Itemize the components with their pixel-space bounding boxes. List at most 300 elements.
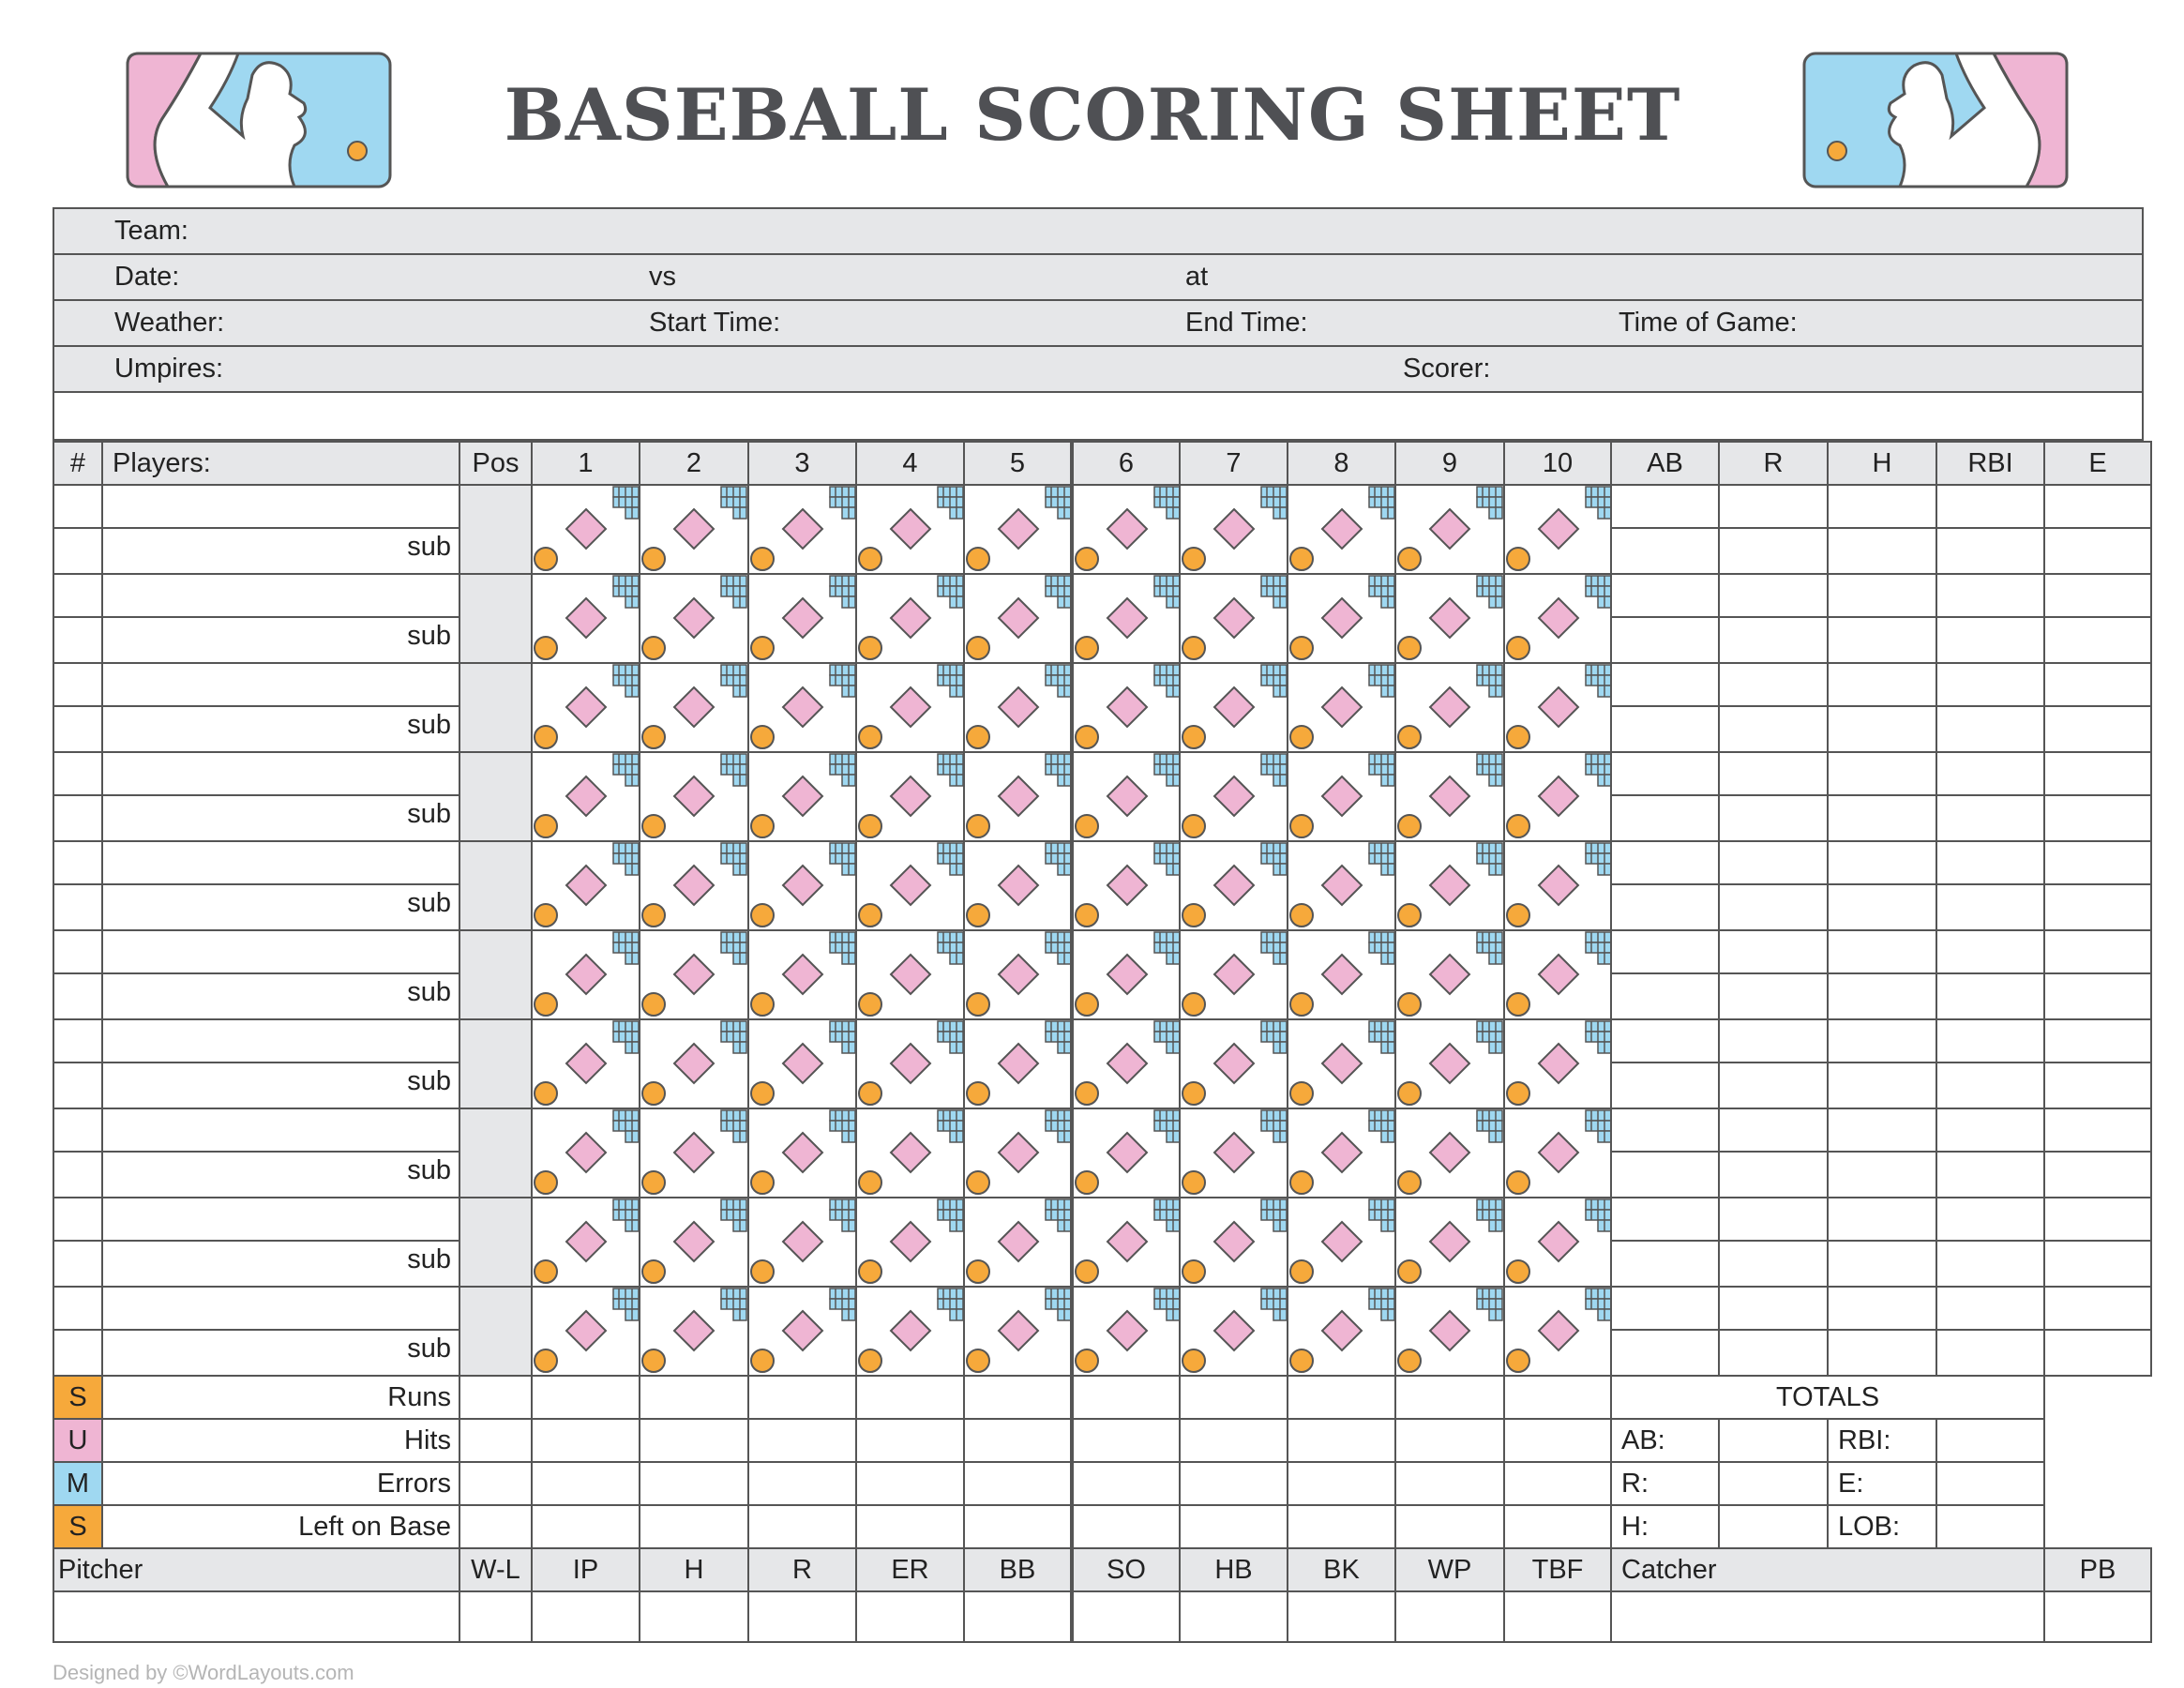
inning-cell[interactable] [856, 1108, 964, 1198]
inning-cell[interactable] [1504, 1019, 1611, 1108]
inning-cell[interactable] [640, 1108, 748, 1198]
stat-cell[interactable] [1828, 663, 1936, 706]
position-cell[interactable] [459, 1287, 532, 1376]
stat-cell[interactable] [1936, 841, 2044, 884]
player-name-cell[interactable] [102, 574, 459, 617]
inning-cell[interactable] [640, 485, 748, 574]
team-row[interactable] [54, 209, 2142, 255]
player-number-cell[interactable] [53, 1108, 102, 1152]
stat-cell[interactable] [2044, 1019, 2151, 1063]
inning-cell[interactable] [748, 1287, 856, 1376]
stat-cell[interactable] [1611, 1019, 1719, 1063]
stat-cell[interactable] [2044, 884, 2151, 930]
position-cell[interactable] [459, 1019, 532, 1108]
inning-cell[interactable] [1288, 485, 1395, 574]
summary-inning-cell[interactable] [532, 1419, 640, 1462]
sub-number-cell[interactable] [53, 973, 102, 1019]
summary-inning-cell[interactable] [964, 1419, 1072, 1462]
inning-cell[interactable] [1288, 1108, 1395, 1198]
stat-cell[interactable] [1828, 706, 1936, 752]
sub-label[interactable]: sub [102, 706, 459, 752]
inning-cell[interactable] [1395, 930, 1504, 1019]
sub-label[interactable]: sub [102, 973, 459, 1019]
summary-inning-cell[interactable] [1504, 1505, 1611, 1548]
sub-number-cell[interactable] [53, 1241, 102, 1287]
inning-cell[interactable] [1395, 485, 1504, 574]
inning-cell[interactable] [856, 1198, 964, 1287]
sub-label[interactable]: sub [102, 1330, 459, 1376]
stat-cell[interactable] [1719, 528, 1828, 574]
stat-cell[interactable] [1611, 1152, 1719, 1198]
summary-inning-cell[interactable] [1072, 1419, 1180, 1462]
inning-cell[interactable] [1180, 574, 1288, 663]
stat-cell[interactable] [1828, 617, 1936, 663]
sub-number-cell[interactable] [53, 1330, 102, 1376]
stat-cell[interactable] [2044, 1152, 2151, 1198]
totals-ab-value[interactable] [1719, 1419, 1828, 1462]
summary-inning-cell[interactable] [1288, 1505, 1395, 1548]
stat-cell[interactable] [1936, 528, 2044, 574]
inning-cell[interactable] [1504, 1198, 1611, 1287]
inning-cell[interactable] [964, 1287, 1072, 1376]
stat-cell[interactable] [1611, 663, 1719, 706]
stat-cell[interactable] [1611, 485, 1719, 528]
inning-cell[interactable] [640, 1019, 748, 1108]
summary-inning-cell[interactable] [640, 1376, 748, 1419]
player-number-cell[interactable] [53, 1019, 102, 1063]
inning-cell[interactable] [532, 1019, 640, 1108]
stat-cell[interactable] [1828, 1198, 1936, 1241]
sub-label[interactable]: sub [102, 884, 459, 930]
stat-cell[interactable] [1719, 1198, 1828, 1241]
stat-cell[interactable] [2044, 528, 2151, 574]
inning-cell[interactable] [748, 930, 856, 1019]
inning-cell[interactable] [748, 485, 856, 574]
inning-cell[interactable] [1072, 752, 1180, 841]
inning-cell[interactable] [1395, 752, 1504, 841]
summary-inning-cell[interactable] [1180, 1419, 1288, 1462]
inning-cell[interactable] [1504, 663, 1611, 752]
stat-cell[interactable] [1719, 930, 1828, 973]
stat-cell[interactable] [1936, 1330, 2044, 1376]
stat-cell[interactable] [1828, 1241, 1936, 1287]
inning-cell[interactable] [1288, 841, 1395, 930]
position-cell[interactable] [459, 752, 532, 841]
inning-cell[interactable] [964, 841, 1072, 930]
summary-inning-cell[interactable] [856, 1462, 964, 1505]
player-number-cell[interactable] [53, 752, 102, 795]
inning-cell[interactable] [1180, 1198, 1288, 1287]
inning-cell[interactable] [1180, 752, 1288, 841]
inning-cell[interactable] [1180, 841, 1288, 930]
stat-cell[interactable] [1719, 1330, 1828, 1376]
summary-inning-cell[interactable] [640, 1505, 748, 1548]
stat-cell[interactable] [1936, 1108, 2044, 1152]
summary-inning-cell[interactable] [856, 1376, 964, 1419]
summary-inning-cell[interactable] [748, 1505, 856, 1548]
stat-cell[interactable] [1936, 930, 2044, 973]
inning-cell[interactable] [748, 1198, 856, 1287]
stat-cell[interactable] [1611, 1330, 1719, 1376]
inning-cell[interactable] [1180, 1019, 1288, 1108]
stat-cell[interactable] [1828, 485, 1936, 528]
stat-cell[interactable] [1719, 1241, 1828, 1287]
stat-cell[interactable] [2044, 1287, 2151, 1330]
sub-number-cell[interactable] [53, 1063, 102, 1108]
player-name-cell[interactable] [102, 752, 459, 795]
inning-cell[interactable] [856, 1019, 964, 1108]
inning-cell[interactable] [640, 841, 748, 930]
pitcher-stat-cell[interactable] [459, 1591, 532, 1642]
summary-inning-cell[interactable] [532, 1376, 640, 1419]
inning-cell[interactable] [640, 574, 748, 663]
summary-inning-cell[interactable] [1072, 1505, 1180, 1548]
player-number-cell[interactable] [53, 574, 102, 617]
stat-cell[interactable] [1936, 973, 2044, 1019]
inning-cell[interactable] [1072, 1198, 1180, 1287]
inning-cell[interactable] [964, 1198, 1072, 1287]
stat-cell[interactable] [1611, 1287, 1719, 1330]
sub-number-cell[interactable] [53, 706, 102, 752]
summary-inning-cell[interactable] [1504, 1419, 1611, 1462]
inning-cell[interactable] [1288, 1019, 1395, 1108]
inning-cell[interactable] [1504, 485, 1611, 574]
pitcher-stat-cell[interactable] [1288, 1591, 1395, 1642]
summary-inning-cell[interactable] [1395, 1505, 1504, 1548]
inning-cell[interactable] [640, 663, 748, 752]
stat-cell[interactable] [1936, 1063, 2044, 1108]
stat-cell[interactable] [2044, 1198, 2151, 1241]
sub-label[interactable]: sub [102, 1063, 459, 1108]
pitcher-stat-cell[interactable] [748, 1591, 856, 1642]
inning-cell[interactable] [1288, 1287, 1395, 1376]
umpires-row[interactable] [54, 347, 2142, 393]
position-cell[interactable] [459, 1108, 532, 1198]
inning-cell[interactable] [1072, 663, 1180, 752]
player-number-cell[interactable] [53, 841, 102, 884]
inning-cell[interactable] [748, 752, 856, 841]
inning-cell[interactable] [748, 1108, 856, 1198]
pitcher-stat-cell[interactable] [532, 1591, 640, 1642]
sub-number-cell[interactable] [53, 528, 102, 574]
inning-cell[interactable] [532, 574, 640, 663]
player-name-cell[interactable] [102, 1287, 459, 1330]
position-cell[interactable] [459, 663, 532, 752]
stat-cell[interactable] [1936, 1198, 2044, 1241]
inning-cell[interactable] [1395, 1019, 1504, 1108]
stat-cell[interactable] [1828, 752, 1936, 795]
stat-cell[interactable] [2044, 930, 2151, 973]
stat-cell[interactable] [1719, 617, 1828, 663]
stat-cell[interactable] [1828, 884, 1936, 930]
stat-cell[interactable] [2044, 663, 2151, 706]
stat-cell[interactable] [1936, 617, 2044, 663]
stat-cell[interactable] [1828, 795, 1936, 841]
stat-cell[interactable] [1611, 574, 1719, 617]
sub-label[interactable]: sub [102, 795, 459, 841]
sub-label[interactable]: sub [102, 528, 459, 574]
inning-cell[interactable] [1395, 663, 1504, 752]
sub-label[interactable]: sub [102, 617, 459, 663]
stat-cell[interactable] [1611, 752, 1719, 795]
inning-cell[interactable] [1288, 930, 1395, 1019]
sub-number-cell[interactable] [53, 795, 102, 841]
player-name-cell[interactable] [102, 1198, 459, 1241]
stat-cell[interactable] [1719, 1019, 1828, 1063]
stat-cell[interactable] [1828, 1019, 1936, 1063]
inning-cell[interactable] [1395, 574, 1504, 663]
stat-cell[interactable] [1719, 884, 1828, 930]
stat-cell[interactable] [1936, 574, 2044, 617]
summary-inning-cell[interactable] [1504, 1376, 1611, 1419]
inning-cell[interactable] [964, 663, 1072, 752]
inning-cell[interactable] [964, 574, 1072, 663]
inning-cell[interactable] [856, 1287, 964, 1376]
summary-inning-cell[interactable] [532, 1505, 640, 1548]
stat-cell[interactable] [2044, 1108, 2151, 1152]
summary-inning-cell[interactable] [1180, 1462, 1288, 1505]
summary-inning-cell[interactable] [1395, 1462, 1504, 1505]
player-name-cell[interactable] [102, 930, 459, 973]
date-row[interactable] [54, 255, 2142, 301]
position-cell[interactable] [459, 485, 532, 574]
stat-cell[interactable] [1828, 1063, 1936, 1108]
stat-cell[interactable] [1719, 1287, 1828, 1330]
stat-cell[interactable] [1828, 930, 1936, 973]
stat-cell[interactable] [2044, 574, 2151, 617]
stat-cell[interactable] [1719, 1063, 1828, 1108]
position-cell[interactable] [459, 930, 532, 1019]
stat-cell[interactable] [1611, 930, 1719, 973]
stat-cell[interactable] [1936, 1152, 2044, 1198]
stat-cell[interactable] [1828, 1108, 1936, 1152]
stat-cell[interactable] [1828, 528, 1936, 574]
inning-cell[interactable] [1504, 1287, 1611, 1376]
summary-inning-cell[interactable] [1288, 1462, 1395, 1505]
stat-cell[interactable] [2044, 1241, 2151, 1287]
stat-cell[interactable] [1611, 706, 1719, 752]
inning-cell[interactable] [532, 1108, 640, 1198]
player-name-cell[interactable] [102, 841, 459, 884]
stat-cell[interactable] [1936, 1241, 2044, 1287]
summary-inning-cell[interactable] [748, 1419, 856, 1462]
inning-cell[interactable] [532, 841, 640, 930]
inning-cell[interactable] [1395, 1287, 1504, 1376]
pb-cell[interactable] [2044, 1591, 2151, 1642]
summary-inning-cell[interactable] [748, 1376, 856, 1419]
inning-cell[interactable] [1180, 930, 1288, 1019]
summary-inning-cell[interactable] [748, 1462, 856, 1505]
inning-cell[interactable] [1288, 752, 1395, 841]
inning-cell[interactable] [856, 663, 964, 752]
inning-cell[interactable] [856, 485, 964, 574]
player-name-cell[interactable] [102, 1019, 459, 1063]
stat-cell[interactable] [1611, 528, 1719, 574]
stat-cell[interactable] [2044, 795, 2151, 841]
stat-cell[interactable] [1611, 973, 1719, 1019]
totals-h-value[interactable] [1719, 1505, 1828, 1548]
summary-inning-cell[interactable] [640, 1462, 748, 1505]
inning-cell[interactable] [1504, 930, 1611, 1019]
summary-inning-cell[interactable] [856, 1419, 964, 1462]
player-number-cell[interactable] [53, 485, 102, 528]
inning-cell[interactable] [964, 1019, 1072, 1108]
stat-cell[interactable] [2044, 1330, 2151, 1376]
stat-cell[interactable] [1611, 795, 1719, 841]
stat-cell[interactable] [1828, 1287, 1936, 1330]
totals-lob-value[interactable] [1936, 1505, 2044, 1548]
pitcher-stat-cell[interactable] [1504, 1591, 1611, 1642]
inning-cell[interactable] [1504, 1108, 1611, 1198]
stat-cell[interactable] [1936, 1287, 2044, 1330]
summary-inning-cell[interactable] [964, 1462, 1072, 1505]
inning-cell[interactable] [1395, 1108, 1504, 1198]
notes-row[interactable] [54, 393, 2142, 441]
position-cell[interactable] [459, 1198, 532, 1287]
pitcher-stat-cell[interactable] [1072, 1591, 1180, 1642]
inning-cell[interactable] [1180, 485, 1288, 574]
stat-cell[interactable] [1936, 485, 2044, 528]
inning-cell[interactable] [1504, 841, 1611, 930]
inning-cell[interactable] [532, 485, 640, 574]
inning-cell[interactable] [1072, 930, 1180, 1019]
stat-cell[interactable] [2044, 706, 2151, 752]
stat-cell[interactable] [1936, 706, 2044, 752]
stat-cell[interactable] [1719, 1108, 1828, 1152]
stat-cell[interactable] [1828, 1152, 1936, 1198]
stat-cell[interactable] [1936, 752, 2044, 795]
stat-cell[interactable] [1611, 1198, 1719, 1241]
inning-cell[interactable] [856, 752, 964, 841]
stat-cell[interactable] [1828, 574, 1936, 617]
inning-cell[interactable] [748, 841, 856, 930]
stat-cell[interactable] [1611, 1108, 1719, 1152]
stat-cell[interactable] [1611, 884, 1719, 930]
stat-cell[interactable] [1611, 841, 1719, 884]
sub-number-cell[interactable] [53, 884, 102, 930]
position-cell[interactable] [459, 841, 532, 930]
catcher-name-cell[interactable] [1611, 1591, 2044, 1642]
stat-cell[interactable] [1828, 1330, 1936, 1376]
player-number-cell[interactable] [53, 1198, 102, 1241]
inning-cell[interactable] [640, 752, 748, 841]
inning-cell[interactable] [964, 1108, 1072, 1198]
stat-cell[interactable] [1936, 884, 2044, 930]
inning-cell[interactable] [1072, 841, 1180, 930]
player-name-cell[interactable] [102, 663, 459, 706]
inning-cell[interactable] [964, 752, 1072, 841]
stat-cell[interactable] [1719, 485, 1828, 528]
pitcher-stat-cell[interactable] [856, 1591, 964, 1642]
pitcher-stat-cell[interactable] [964, 1591, 1072, 1642]
inning-cell[interactable] [1072, 485, 1180, 574]
stat-cell[interactable] [1719, 574, 1828, 617]
stat-cell[interactable] [1719, 841, 1828, 884]
stat-cell[interactable] [2044, 973, 2151, 1019]
player-name-cell[interactable] [102, 1108, 459, 1152]
inning-cell[interactable] [748, 1019, 856, 1108]
summary-inning-cell[interactable] [1288, 1376, 1395, 1419]
stat-cell[interactable] [1719, 752, 1828, 795]
inning-cell[interactable] [1180, 663, 1288, 752]
summary-inning-cell[interactable] [856, 1505, 964, 1548]
weather-row[interactable] [54, 301, 2142, 347]
stat-cell[interactable] [2044, 752, 2151, 795]
inning-cell[interactable] [964, 930, 1072, 1019]
totals-rbi-value[interactable] [1936, 1419, 2044, 1462]
stat-cell[interactable] [1936, 795, 2044, 841]
inning-cell[interactable] [856, 841, 964, 930]
summary-inning-cell[interactable] [1395, 1376, 1504, 1419]
summary-inning-cell[interactable] [1395, 1419, 1504, 1462]
inning-cell[interactable] [640, 930, 748, 1019]
pitcher-stat-cell[interactable] [640, 1591, 748, 1642]
player-number-cell[interactable] [53, 663, 102, 706]
inning-cell[interactable] [1180, 1108, 1288, 1198]
stat-cell[interactable] [2044, 841, 2151, 884]
stat-cell[interactable] [1828, 973, 1936, 1019]
inning-cell[interactable] [964, 485, 1072, 574]
totals-e-value[interactable] [1936, 1462, 2044, 1505]
stat-cell[interactable] [1719, 795, 1828, 841]
summary-inning-cell[interactable] [1504, 1462, 1611, 1505]
stat-cell[interactable] [2044, 617, 2151, 663]
sub-number-cell[interactable] [53, 1152, 102, 1198]
inning-cell[interactable] [532, 930, 640, 1019]
stat-cell[interactable] [1719, 973, 1828, 1019]
inning-cell[interactable] [1288, 663, 1395, 752]
inning-cell[interactable] [1072, 1108, 1180, 1198]
stat-cell[interactable] [1611, 1063, 1719, 1108]
inning-cell[interactable] [1072, 1019, 1180, 1108]
inning-cell[interactable] [640, 1198, 748, 1287]
summary-inning-cell[interactable] [1072, 1376, 1180, 1419]
inning-cell[interactable] [532, 663, 640, 752]
totals-r-value[interactable] [1719, 1462, 1828, 1505]
summary-inning-cell[interactable] [640, 1419, 748, 1462]
summary-inning-cell[interactable] [532, 1462, 640, 1505]
summary-inning-cell[interactable] [1180, 1376, 1288, 1419]
stat-cell[interactable] [2044, 1063, 2151, 1108]
inning-cell[interactable] [748, 574, 856, 663]
stat-cell[interactable] [1611, 1241, 1719, 1287]
inning-cell[interactable] [1395, 1198, 1504, 1287]
pitcher-name-cell[interactable] [53, 1591, 459, 1642]
player-name-cell[interactable] [102, 485, 459, 528]
pitcher-stat-cell[interactable] [1395, 1591, 1504, 1642]
stat-cell[interactable] [1611, 617, 1719, 663]
pitcher-stat-cell[interactable] [1180, 1591, 1288, 1642]
inning-cell[interactable] [1072, 1287, 1180, 1376]
inning-cell[interactable] [1504, 574, 1611, 663]
inning-cell[interactable] [1395, 841, 1504, 930]
stat-cell[interactable] [1719, 1152, 1828, 1198]
stat-cell[interactable] [1719, 663, 1828, 706]
player-number-cell[interactable] [53, 1287, 102, 1330]
stat-cell[interactable] [1828, 841, 1936, 884]
summary-inning-cell[interactable] [964, 1505, 1072, 1548]
sub-label[interactable]: sub [102, 1241, 459, 1287]
sub-number-cell[interactable] [53, 617, 102, 663]
inning-cell[interactable] [856, 574, 964, 663]
stat-cell[interactable] [1936, 1019, 2044, 1063]
inning-cell[interactable] [640, 1287, 748, 1376]
stat-cell[interactable] [2044, 485, 2151, 528]
inning-cell[interactable] [532, 1198, 640, 1287]
inning-cell[interactable] [856, 930, 964, 1019]
inning-cell[interactable] [532, 752, 640, 841]
inning-cell[interactable] [1072, 574, 1180, 663]
